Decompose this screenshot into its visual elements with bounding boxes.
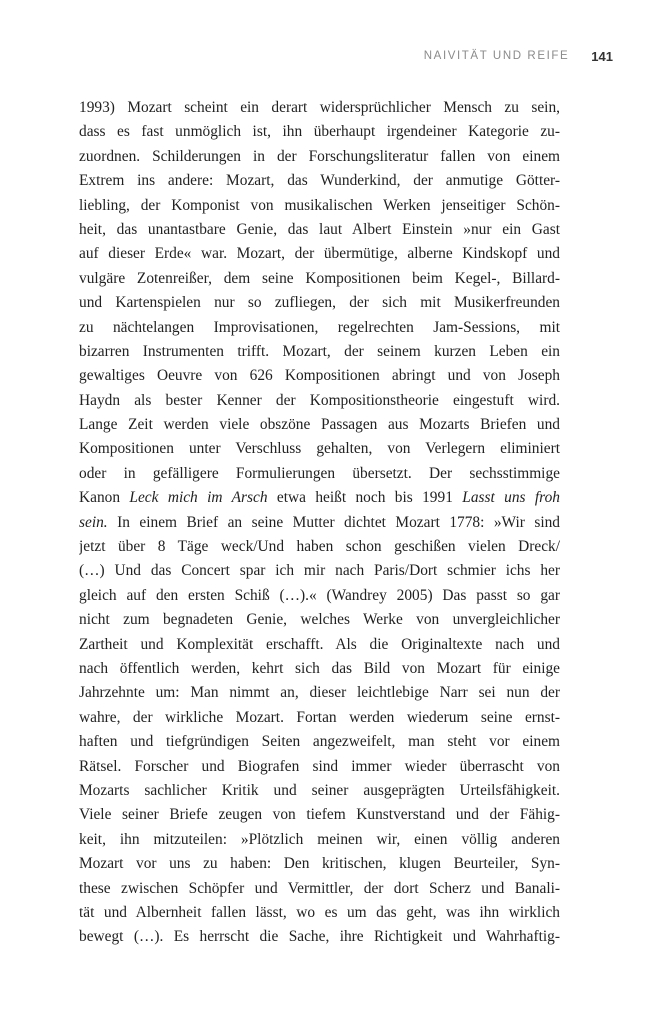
song-title: Leck mich im Arsch <box>129 489 268 507</box>
text-line: Mozart vor uns zu haben: Den kritischen, klugen Beurteiler, Syn- <box>79 855 560 873</box>
text-line: Kompositionen unter Verschluss gehalten, von Verlegern eliminiert <box>79 440 560 458</box>
text-line: haften und tiefgründigen Seiten angezweifelt, man steht vor einem <box>79 733 560 751</box>
song-title: sein. <box>79 513 108 531</box>
body-paragraph <box>79 96 560 950</box>
text-line: zu nächtelangen Improvisationen, regelrechten Jam-Sessions, mit <box>79 318 560 336</box>
text-line: bizarren Instrumenten trifft. Mozart, der seinem kurzen Leben ein <box>79 342 560 360</box>
text-line: Jahrzehnte um: Man nimmt an, dieser leichtlebige Narr sei nun der <box>79 684 560 702</box>
text-line: nach öffentlich werden, kehrt sich das Bild von Mozart für einige <box>79 659 560 677</box>
text-line <box>79 486 560 510</box>
running-title: NAIVITÄT UND REIFE <box>423 50 570 62</box>
text-line: Zartheit und Komplexität erschafft. Als die Originaltexte nach und <box>79 635 560 653</box>
text-line: Mozarts sachlicher Kritik und seiner ausgeprägten Urteilsfähigkeit. <box>79 781 560 799</box>
text-segment: In einem Brief an seine Mutter dichtet Mozart 1778: »Wir sind <box>107 513 560 531</box>
running-head <box>424 47 613 65</box>
text-line: und Kartenspielen nur so zufliegen, der sich mit Musikerfreunden <box>79 294 560 312</box>
text-line: tät und Albernheit fallen lässt, wo es um das geht, was ihn wirklich <box>79 903 560 921</box>
text-line: 1993) Mozart scheint ein derart widersprüchlicher Mensch zu sein, <box>79 99 560 116</box>
text-line: auf dieser Erde« war. Mozart, der übermütige, alberne Kindskopf und <box>79 245 560 263</box>
text-line: zuordnen. Schilderungen in der Forschungsliteratur fallen von einem <box>79 147 560 165</box>
text-line: wahre, der wirkliche Mozart. Fortan werden wiederum seine ernst- <box>79 708 560 726</box>
text-line: oder in gefälligere Formulierungen übersetzt. Der sechsstimmige <box>79 464 560 482</box>
text-line: (…) Und das Concert spar ich mir nach Paris/Dort schmier ichs her <box>79 562 560 580</box>
text-line: jetzt über 8 Täge weck/Und haben schon geschißen vielen Dreck/ <box>79 538 560 556</box>
text-line: liebling, der Komponist von musikalischen Werken jenseitiger Schön- <box>79 196 560 214</box>
text-line: Viele seiner Briefe zeugen von tiefem Kunstverstand und der Fähig- <box>79 806 560 824</box>
text-line: Extrem ins andere: Mozart, das Wunderkind, der anmutige Götter- <box>79 172 560 190</box>
page-number: 141 <box>591 48 613 64</box>
text-line: these zwischen Schöpfer und Vermittler, der dort Scherz und Banali- <box>79 879 560 897</box>
text-line: dass es fast unmöglich ist, ihn überhaupt irgendeiner Kategorie zu- <box>79 123 560 141</box>
text-line: gleich auf den ersten Schiß (…).« (Wandrey 2005) Das passt so gar <box>79 586 560 604</box>
song-title: Lasst uns froh <box>462 489 560 507</box>
text-line: Lange Zeit werden viele obszöne Passagen aus Mozarts Briefen und <box>79 416 560 434</box>
text-line: keit, ihn mitzuteilen: »Plötzlich meinen wir, einen völlig anderen <box>79 830 560 848</box>
text-line: vulgäre Zotenreißer, dem seine Kompositionen beim Kegel-, Billard- <box>79 269 560 287</box>
text-segment: Kanon <box>79 489 130 507</box>
text-line <box>79 511 560 535</box>
text-segment: etwa heißt noch bis 1991 <box>267 489 463 507</box>
text-line: gewaltiges Oeuvre von 626 Kompositionen abringt und von Joseph <box>79 367 560 385</box>
text-line: bewegt (…). Es herrscht die Sache, ihre Richtigkeit und Wahrhaftig- <box>79 928 560 946</box>
text-line: nicht zum begnadeten Genie, welches Werke von unvergleichlicher <box>79 611 560 629</box>
text-line: Rätsel. Forscher und Biografen sind immer wieder überrascht von <box>79 757 560 775</box>
text-line: Haydn als bester Kenner der Kompositionstheorie eingestuft wird. <box>79 391 560 409</box>
text-line: heit, das unantastbare Genie, das laut Albert Einstein »nur ein Gast <box>79 220 560 238</box>
